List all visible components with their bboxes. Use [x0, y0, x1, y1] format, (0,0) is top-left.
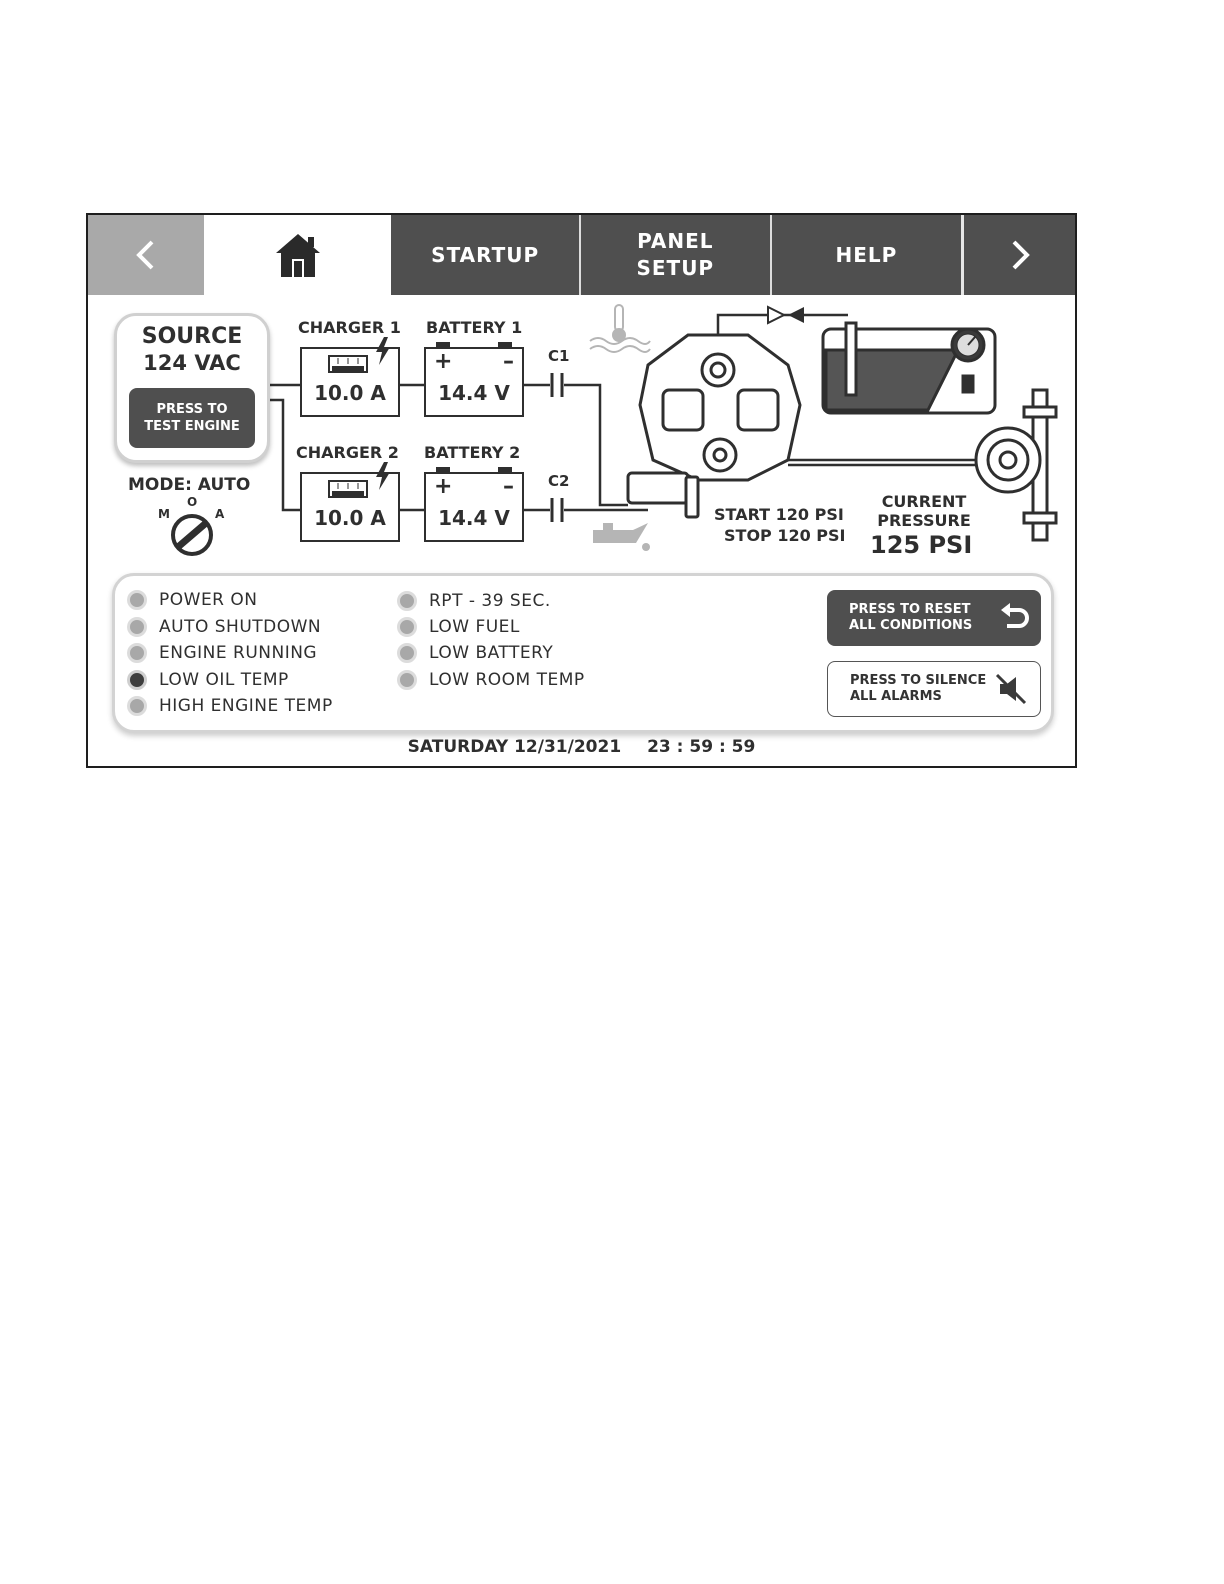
reset-conditions-button[interactable] — [827, 590, 1041, 646]
indicator-label: LOW ROOM TEMP — [429, 670, 585, 690]
current-pressure-value: 125 PSI — [870, 531, 973, 559]
status-led — [397, 617, 417, 637]
test-engine-label-line1: PRESS TO — [156, 402, 228, 417]
silence-label-line1: PRESS TO SILENCE — [850, 673, 987, 688]
battery-minus-sign: – — [503, 474, 514, 499]
home-button[interactable] — [204, 215, 392, 295]
battery-1-value: 14.4 V — [438, 381, 510, 405]
status-led — [127, 643, 147, 663]
battery-plus-sign: + — [434, 474, 453, 499]
battery-minus-sign: – — [503, 349, 514, 374]
status-led — [397, 670, 417, 690]
tab-help[interactable] — [772, 215, 962, 295]
system-diagram — [88, 295, 1075, 570]
indicator-high-engine-temp — [127, 694, 333, 718]
tab-help-label: HELP — [835, 242, 898, 267]
tab-startup-label: STARTUP — [431, 242, 540, 267]
current-pressure-label — [874, 492, 974, 530]
status-led — [127, 617, 147, 637]
battery-terminal — [436, 467, 450, 472]
indicator-label: LOW BATTERY — [429, 643, 554, 663]
current-pressure-label-line1: CURRENT — [881, 492, 967, 511]
footer-time: 23 : 59 : 59 — [647, 737, 756, 757]
mode-position-m: M — [158, 507, 170, 521]
indicator-rpt-timer — [397, 589, 551, 613]
mode-position-o: O — [187, 495, 198, 509]
power-source-card — [114, 313, 270, 463]
battery-2-title: BATTERY 2 — [424, 443, 521, 462]
tab-startup[interactable] — [391, 215, 581, 295]
indicator-power-on — [127, 588, 258, 612]
charger-2-box — [300, 472, 400, 542]
charger-meter-icon — [328, 355, 368, 375]
battery-1-title: BATTERY 1 — [426, 318, 523, 337]
source-title: SOURCE — [141, 324, 243, 349]
indicator-label: ENGINE RUNNING — [159, 643, 318, 663]
tab-panel-setup-label-line2: SETUP — [636, 256, 715, 280]
battery-plus-sign: + — [434, 349, 453, 374]
indicator-low-room-temp — [397, 668, 585, 692]
battery-2-value: 14.4 V — [438, 506, 510, 530]
lightning-icon — [374, 462, 392, 490]
indicator-label: LOW OIL TEMP — [159, 670, 289, 690]
status-panel — [112, 573, 1054, 733]
date-time-footer — [88, 737, 1075, 757]
charger-1-title: CHARGER 1 — [298, 318, 401, 337]
indicator-label: RPT - 39 SEC. — [429, 591, 551, 611]
status-led — [397, 643, 417, 663]
test-engine-label-line2: TEST ENGINE — [144, 419, 240, 434]
battery-terminal — [498, 467, 512, 472]
source-voltage: 124 VAC — [143, 351, 241, 375]
start-pressure-setting: START 120 PSI — [714, 505, 844, 524]
mode-selector-knob-icon[interactable] — [170, 513, 214, 557]
indicator-label: LOW FUEL — [429, 617, 520, 637]
charger-2-title: CHARGER 2 — [296, 443, 399, 462]
mode-position-a: A — [215, 507, 225, 521]
battery-1-box — [424, 347, 524, 417]
speaker-mute-icon — [994, 672, 1028, 706]
indicator-label: POWER ON — [159, 590, 258, 610]
indicator-low-battery — [397, 641, 553, 665]
silence-label-line2: ALL ALARMS — [850, 689, 942, 704]
battery-2-box — [424, 472, 524, 542]
coolant-temp-icon — [590, 305, 650, 352]
fuel-tank-drawing — [823, 323, 995, 413]
lightning-icon — [374, 337, 392, 365]
prev-page-button[interactable] — [88, 215, 204, 295]
controller-screen — [86, 213, 1077, 768]
indicator-label: HIGH ENGINE TEMP — [159, 696, 333, 716]
reset-arrow-icon — [999, 600, 1029, 634]
contactor-c1-symbol — [552, 373, 562, 397]
top-nav-bar — [88, 215, 1075, 295]
status-led — [127, 696, 147, 716]
charger-1-value: 10.0 A — [314, 381, 386, 405]
battery-terminal — [498, 342, 512, 347]
test-engine-button[interactable] — [129, 388, 255, 448]
charger-2-value: 10.0 A — [314, 506, 386, 530]
status-led — [397, 591, 417, 611]
reset-label-line1: PRESS TO RESET — [849, 602, 971, 617]
footer-date: SATURDAY 12/31/2021 — [407, 737, 622, 757]
home-icon — [274, 231, 322, 279]
indicator-label: AUTO SHUTDOWN — [159, 617, 322, 637]
chevron-left-icon — [134, 238, 158, 272]
chevron-right-icon — [1008, 238, 1032, 272]
indicator-auto-shutdown — [127, 615, 321, 639]
indicator-low-oil-temp — [127, 668, 289, 692]
mode-label: MODE: AUTO — [128, 475, 251, 495]
battery-terminal — [436, 342, 450, 347]
contactor-c2-symbol — [552, 498, 562, 522]
oil-can-icon — [593, 523, 650, 551]
stop-pressure-setting: STOP 120 PSI — [724, 526, 846, 545]
status-led — [127, 670, 147, 690]
silence-alarms-button[interactable] — [827, 661, 1041, 717]
engine-drawing — [628, 335, 800, 517]
next-page-button[interactable] — [961, 215, 1075, 295]
contactor-c1-label: C1 — [548, 347, 570, 365]
current-pressure-label-line2: PRESSURE — [877, 511, 971, 530]
indicator-low-fuel — [397, 615, 520, 639]
reset-label-line2: ALL CONDITIONS — [849, 618, 973, 633]
contactor-c2-label: C2 — [548, 472, 570, 490]
tab-panel-setup-label-line1: PANEL — [637, 229, 714, 253]
tab-panel-setup[interactable] — [581, 215, 772, 295]
indicator-engine-running — [127, 641, 317, 665]
status-led — [127, 590, 147, 610]
charger-1-box — [300, 347, 400, 417]
charger-meter-icon — [328, 480, 368, 500]
